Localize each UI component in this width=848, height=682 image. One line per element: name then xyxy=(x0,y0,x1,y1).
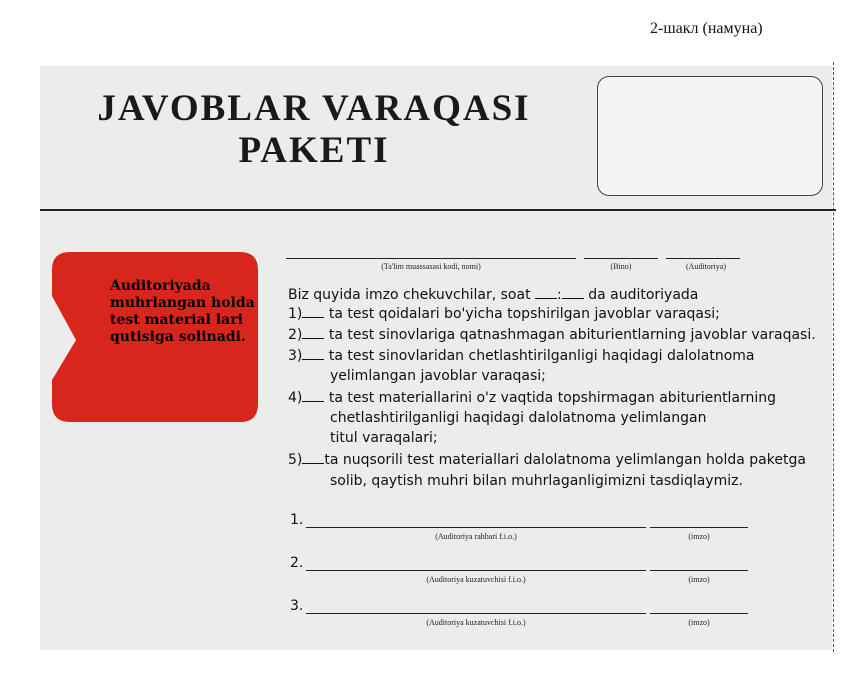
building-caption: (Bino) xyxy=(610,262,632,271)
intro-line xyxy=(288,285,698,305)
intro-before: Biz quyida imzo chekuvchilar, soat xyxy=(288,287,531,303)
item-text: ta nuqsorili test materiallari dalolatnoma yelimlangan holda paketga xyxy=(324,452,806,468)
item-text: ta test qoidalari bo'yicha topshirilgan javoblar varaqasi; xyxy=(328,306,720,322)
stamp-box xyxy=(597,76,823,196)
item-text: ta test sinovlaridan chetlashtirilganligi haqidagi dalolatnoma xyxy=(328,348,755,364)
signature-role-caption: (Auditoriya rahbari f.i.o.) xyxy=(435,532,517,541)
item-number: 4) xyxy=(288,390,303,406)
signature-name-line xyxy=(306,613,646,614)
signature-sign-caption: (imzo) xyxy=(688,575,710,584)
count-blank xyxy=(302,390,324,402)
signature-sign-line xyxy=(650,613,748,614)
signature-number: 2. xyxy=(290,555,304,571)
building-line xyxy=(584,258,658,259)
cut-line xyxy=(833,62,834,652)
red-instruction-panel xyxy=(52,252,258,422)
signature-sign-caption: (imzo) xyxy=(688,532,710,541)
count-blank xyxy=(302,306,324,318)
header-divider xyxy=(40,209,836,211)
item-continuation: titul varaqalari; xyxy=(330,430,438,446)
signature-number: 3. xyxy=(290,598,304,614)
signature-role-caption: (Auditoriya kuzatuvchisi f.i.o.) xyxy=(426,618,526,627)
signature-name-line xyxy=(306,527,646,528)
list-item xyxy=(288,450,806,470)
item-number: 5) xyxy=(288,452,303,468)
auditorium-line xyxy=(666,258,740,259)
red-panel-text: Auditoriyada muhrlangan holda test material lari qutisiga solinadi. xyxy=(110,278,255,345)
form-label: 2-шакл (намуна) xyxy=(650,20,763,37)
list-item xyxy=(288,346,755,366)
item-number: 3) xyxy=(288,348,303,364)
count-blank xyxy=(302,452,324,464)
item-text: ta test sinovlariga qatnashmagan abiturientlarning javoblar varaqasi. xyxy=(328,327,816,343)
signature-number: 1. xyxy=(290,512,304,528)
list-item xyxy=(288,304,720,324)
signature-sign-line xyxy=(650,570,748,571)
item-continuation: yelimlangan javoblar varaqasi; xyxy=(330,368,546,384)
signature-sign-caption: (imzo) xyxy=(688,618,710,627)
item-number: 1) xyxy=(288,306,303,322)
auditorium-caption: (Auditoriya) xyxy=(686,262,726,271)
title-line-1: JAVOBLAR VARAQASI xyxy=(97,88,531,129)
package-title xyxy=(40,88,588,172)
intro-colon: : xyxy=(557,287,562,303)
list-item xyxy=(288,388,776,408)
hour-blank xyxy=(535,287,557,299)
list-item xyxy=(288,325,816,345)
signature-role-caption: (Auditoriya kuzatuvchisi f.i.o.) xyxy=(426,575,526,584)
item-number: 2) xyxy=(288,327,303,343)
institution-line xyxy=(286,258,576,259)
title-line-2: PAKETI xyxy=(238,130,390,171)
item-continuation: solib, qaytish muhri bilan muhrlaganligimizni tasdiqlaymiz. xyxy=(330,473,743,489)
intro-after: da auditoriyada xyxy=(588,287,699,303)
signature-name-line xyxy=(306,570,646,571)
signature-sign-line xyxy=(650,527,748,528)
minute-blank xyxy=(562,287,584,299)
institution-caption: (Ta'lim muassasasi kodi, nomi) xyxy=(381,262,481,271)
item-continuation: chetlashtirilganligi haqidagi dalolatnoma yelimlangan xyxy=(330,410,707,426)
count-blank xyxy=(302,327,324,339)
item-text: ta test materiallarini o'z vaqtida topshirmagan abiturientlarning xyxy=(328,390,777,406)
count-blank xyxy=(302,348,324,360)
